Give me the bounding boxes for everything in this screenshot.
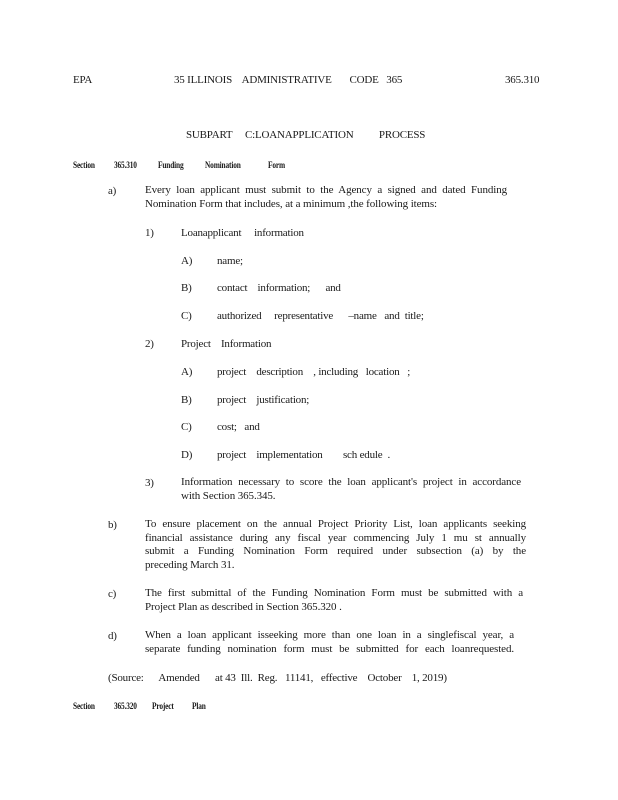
text-line: The first submittal of the Funding Nomination Form must be submitted with a bbox=[145, 587, 523, 599]
section-title-word: Form bbox=[268, 160, 285, 170]
text-line: financial assistance during any fiscal year commencing July 1 mu st annually bbox=[145, 531, 526, 544]
section-title-word: Funding bbox=[158, 160, 184, 170]
subitem-marker: B) bbox=[181, 282, 192, 294]
section-title-word: Plan bbox=[192, 701, 206, 711]
subitem-text: project justification; bbox=[217, 394, 310, 406]
item-3-text bbox=[181, 476, 521, 503]
text-line: When a loan applicant isseeking more than one loan in a singlefiscal year, a bbox=[145, 629, 514, 641]
subpart-title: SUBPART C:LOANAPPLICATION PROCESS bbox=[186, 129, 426, 141]
subitem-text: cost; and bbox=[217, 421, 260, 433]
section-number: 365.320 bbox=[114, 701, 137, 711]
subitem-marker: C) bbox=[181, 310, 192, 322]
section-label: Section bbox=[73, 160, 95, 170]
section-title-word: Nomination bbox=[205, 160, 241, 170]
subsection-marker-d: d) bbox=[108, 630, 117, 642]
subsection-d-text bbox=[145, 629, 514, 656]
section-title-word: Project bbox=[152, 701, 174, 711]
subsection-marker-a: a) bbox=[108, 185, 117, 197]
subitem-text: project implementation sch edule . bbox=[217, 449, 391, 461]
subitem-text: project description , including location ; bbox=[217, 366, 411, 378]
subitem-marker: A) bbox=[181, 366, 193, 378]
text-line: Every loan applicant must submit to the Agency a signed and dated Funding bbox=[145, 184, 507, 196]
subitem-text: authorized representative –name and title; bbox=[217, 310, 424, 322]
subitem-text: contact information; and bbox=[217, 282, 341, 294]
item-marker: 1) bbox=[145, 227, 154, 239]
subitem-text: name; bbox=[217, 255, 243, 267]
subitem-marker: B) bbox=[181, 394, 192, 406]
subitem-marker: C) bbox=[181, 421, 192, 433]
item-text: Loanapplicant information bbox=[181, 227, 304, 239]
text-line: Nomination Form that includes, at a minimum ,the following items: bbox=[145, 197, 437, 210]
subsection-marker-b: b) bbox=[108, 519, 117, 531]
header-agency: EPA bbox=[73, 74, 93, 86]
text-line: Project Plan as described in Section 365.320 . bbox=[145, 600, 342, 613]
header-code-title: 35 ILLINOIS ADMINISTRATIVE CODE 365 bbox=[174, 74, 403, 86]
section-label: Section bbox=[73, 701, 95, 711]
subitem-marker: D) bbox=[181, 449, 193, 461]
text-line: Information necessary to score the loan applicant's project in accordance bbox=[181, 476, 521, 488]
item-marker: 3) bbox=[145, 477, 154, 489]
text-line: with Section 365.345. bbox=[181, 489, 276, 502]
subitem-marker: A) bbox=[181, 255, 193, 267]
source-note: (Source: Amended at 43 Ill. Reg. 11141, effective October 1, 2019) bbox=[108, 672, 447, 684]
header-section-number: 365.310 bbox=[505, 74, 540, 86]
subsection-c-text bbox=[145, 587, 523, 614]
subsection-b-text bbox=[145, 518, 526, 572]
section-number: 365.310 bbox=[114, 160, 137, 170]
item-marker: 2) bbox=[145, 338, 154, 350]
text-line: submit a Funding Nomination Form required under subsection (a) by the bbox=[145, 545, 526, 557]
text-line: separate funding nomination form must be submitted for each loanrequested. bbox=[145, 642, 514, 655]
text-line: preceding March 31. bbox=[145, 558, 235, 571]
subsection-a-text bbox=[145, 184, 507, 211]
item-text: Project Information bbox=[181, 338, 272, 350]
subsection-marker-c: c) bbox=[108, 588, 117, 600]
text-line: To ensure placement on the annual Project Priority List, loan applicants seeking bbox=[145, 518, 526, 530]
